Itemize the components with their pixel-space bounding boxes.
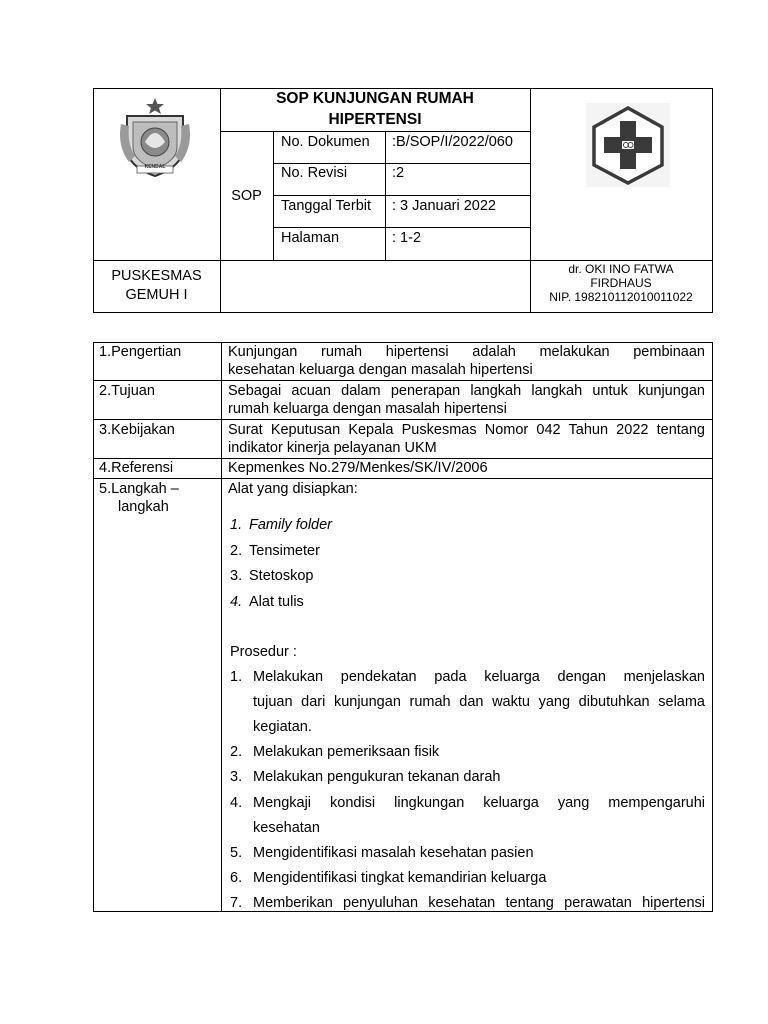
procedure-step-3: Melakukan pengukuran tekanan darah [253,769,501,785]
procedure-number: 6. [230,870,243,886]
row-text-pengertian-line1: Kunjungan rumah hipertensi adalah melakukan pembinaan [228,344,705,360]
row-label-kebijakan: 3.Kebijakan [99,422,175,438]
procedure-number: 4. [230,795,243,811]
procedure-number: 1. [230,669,243,685]
signer-name-line2: FIRDHAUS [590,276,652,290]
row-text-tujuan-line2: rumah keluarga dengan masalah hipertensi [228,401,507,417]
row-label-langkah-line1: 5.Langkah – [99,481,179,497]
procedure-step-5: Mengidentifikasi masalah kesehatan pasien [253,845,534,861]
signer-name-line1: dr. OKI INO FATWA [568,262,674,276]
tool-number: 3. [230,568,243,584]
field-label-tanggal-terbit: Tanggal Terbit [281,198,372,214]
sop-label: SOP [231,188,262,204]
org-name-line2: GEMUH I [125,287,188,303]
tool-item: Family folder [249,517,332,533]
tool-number: 2. [230,543,243,559]
document-title-line2: HIPERTENSI [328,111,422,128]
puskesmas-logo-icon [586,103,670,187]
procedure-number: 5. [230,845,243,861]
field-value-halaman: : 1-2 [392,230,422,246]
procedure-step-7: Memberikan penyuluhan kesehatan tentang perawatan hipertensi [253,895,705,911]
row-text-tujuan-line1: Sebagai acuan dalam penerapan langkah langkah untuk kunjungan [228,383,705,399]
row-text-kebijakan-line1: Surat Keputusan Kepala Puskesmas Nomor 042 Tahun 2022 tentang [228,422,705,438]
org-name-line1: PUSKESMAS [111,268,202,284]
procedure-step-1-line2: tujuan dari kunjungan rumah dan waktu yang dibutuhkan selama [253,694,705,710]
field-value-tanggal-terbit: : 3 Januari 2022 [392,198,496,214]
field-value-no-revisi: :2 [392,165,405,181]
field-label-no-dokumen: No. Dokumen [281,134,370,150]
procedure-number: 7. [230,895,243,911]
procedure-step-4-line2: kesehatan [253,820,320,836]
field-label-halaman: Halaman [281,230,340,246]
tool-number: 1. [230,517,243,533]
procedure-step-2: Melakukan pemeriksaan fisik [253,744,440,760]
field-value-no-dokumen: :B/SOP/I/2022/060 [392,134,513,150]
tool-number: 4. [230,594,243,610]
procedure-heading: Prosedur : [230,644,297,660]
field-label-no-revisi: No. Revisi [281,165,348,181]
row-label-pengertian: 1.Pengertian [99,344,182,360]
row-text-pengertian-line2: kesehatan keluarga dengan masalah hipertensi [228,362,533,378]
document-title-line1: SOP KUNJUNGAN RUMAH [276,90,474,107]
procedure-step-1-line3: kegiatan. [253,719,312,735]
tool-item: Stetoskop [249,568,314,584]
procedure-step-4-line1: Mengkaji kondisi lingkungan keluarga yang mempengaruhi [253,795,705,811]
procedure-step-1-line1: Melakukan pendekatan pada keluarga dengan menjelaskan [253,669,705,685]
kendal-seal-text: KENDAL [144,164,166,170]
row-text-referensi: Kepmenkes No.279/Menkes/SK/IV/2006 [228,460,488,476]
procedure-number: 3. [230,769,243,785]
procedure-number: 2. [230,744,243,760]
row-label-tujuan: 2.Tujuan [99,383,155,399]
procedure-step-6: Mengidentifikasi tingkat kemandirian keluarga [253,870,547,886]
signer-nip: NIP. 198210112010011022 [549,290,693,304]
row-label-referensi: 4.Referensi [99,460,174,476]
tool-item: Alat tulis [249,594,304,610]
row-text-kebijakan-line2: indikator kinerja pelayanan UKM [228,440,437,456]
tools-heading: Alat yang disiapkan: [228,481,358,497]
kendal-seal-icon [115,96,195,180]
tool-item: Tensimeter [249,543,320,559]
row-label-langkah-line2: langkah [118,499,169,515]
